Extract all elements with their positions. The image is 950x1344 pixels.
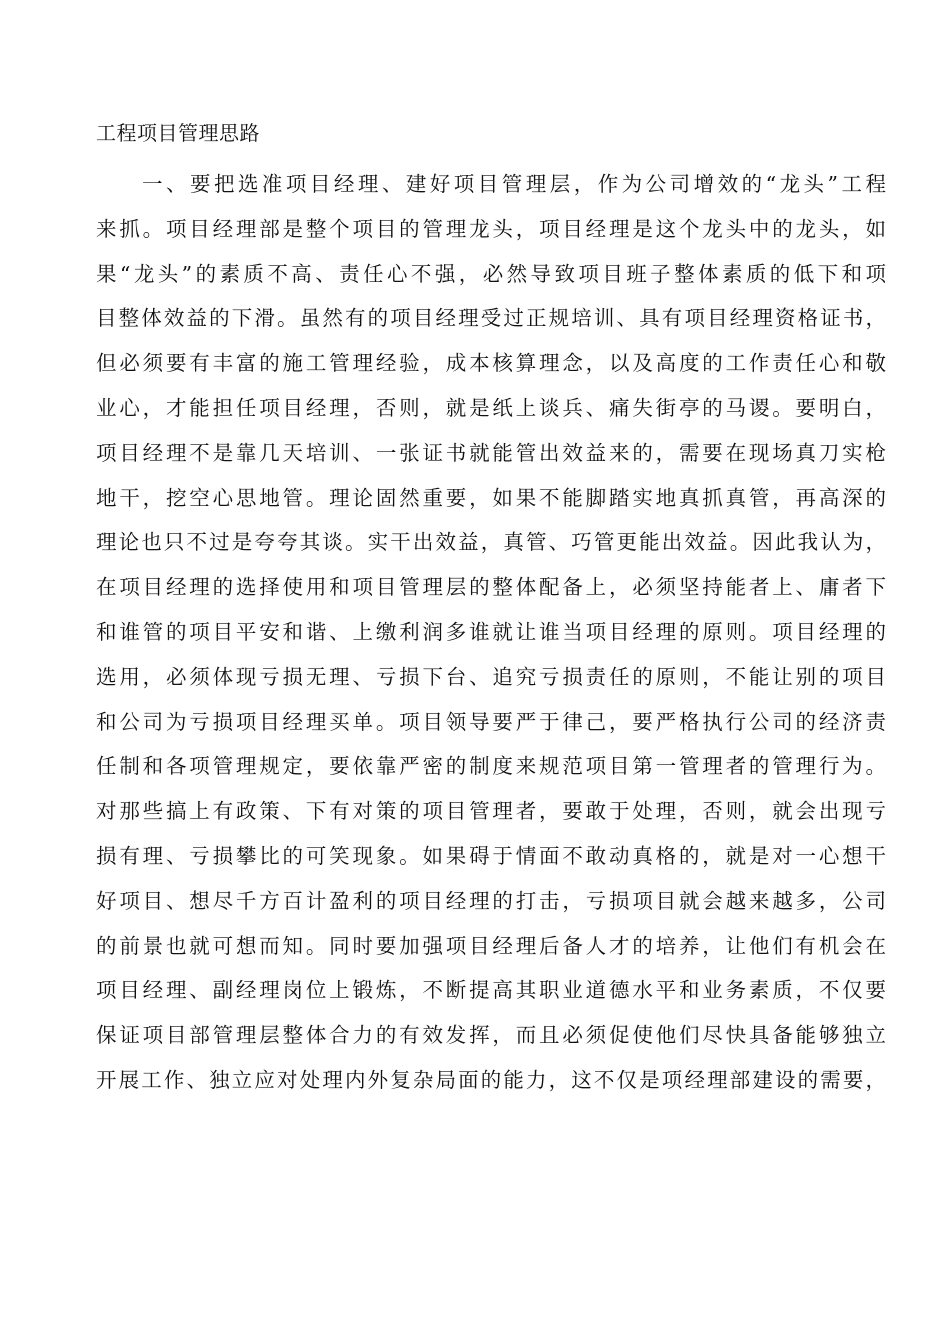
document-body xyxy=(96,162,886,1103)
text-line: 一、要把选准项目经理、建好项目管理层，作为公司增效的“龙头”工程 xyxy=(142,172,886,196)
text-line: 开展工作、独立应对处理内外复杂局面的能力，这不仅是项经理部建设的需要， xyxy=(96,1067,886,1092)
text-line: 项目经理、副经理岗位上锻炼，不断提高其职业道德水平和业务素质，不仅要 xyxy=(96,978,886,1003)
text-line: 但必须要有丰富的施工管理经验，成本核算理念，以及高度的工作责任心和敬 xyxy=(96,351,886,376)
text-line: 在项目经理的选择使用和项目管理层的整体配备上，必须坚持能者上、庸者下 xyxy=(96,575,886,600)
text-line: 地干，挖空心思地管。理论固然重要，如果不能脚踏实地真抓真管，再高深的 xyxy=(96,485,886,510)
text-line: 和谁管的项目平安和谐、上缴利润多谁就让谁当项目经理的原则。项目经理的 xyxy=(96,619,886,644)
text-line: 任制和各项管理规定，要依靠严密的制度来规范项目第一管理者的管理行为。 xyxy=(96,754,886,779)
text-line: 的前景也就可想而知。同时要加强项目经理后备人才的培养，让他们有机会在 xyxy=(96,933,886,958)
text-line: 果“龙头”的素质不高、责任心不强，必然导致项目班子整体素质的低下和项 xyxy=(96,261,886,286)
text-line: 来抓。项目经理部是整个项目的管理龙头，项目经理是这个龙头中的龙头，如 xyxy=(96,216,886,241)
text-line: 理论也只不过是夸夸其谈。实干出效益，真管、巧管更能出效益。因此我认为， xyxy=(96,530,886,555)
text-line: 业心，才能担任项目经理，否则，就是纸上谈兵、痛失街亭的马谡。要明白， xyxy=(96,395,886,420)
text-line: 保证项目部管理层整体合力的有效发挥，而且必须促使他们尽快具备能够独立 xyxy=(96,1023,886,1048)
text-line: 项目经理不是靠几天培训、一张证书就能管出效益来的，需要在现场真刀实枪 xyxy=(96,440,886,465)
text-line: 损有理、亏损攀比的可笑现象。如果碍于情面不敢动真格的，就是对一心想干 xyxy=(96,843,886,868)
text-line: 好项目、想尽千方百计盈利的项目经理的打击，亏损项目就会越来越多，公司 xyxy=(96,888,886,913)
text-line: 和公司为亏损项目经理买单。项目领导要严于律己，要严格执行公司的经济责 xyxy=(96,709,886,734)
document-title: 工程项目管理思路 xyxy=(96,121,260,145)
text-line: 目整体效益的下滑。虽然有的项目经理受过正规培训、具有项目经理资格证书， xyxy=(96,306,886,331)
text-line: 选用，必须体现亏损无理、亏损下台、追究亏损责任的原则，不能让别的项目 xyxy=(96,664,886,689)
text-line: 对那些搞上有政策、下有对策的项目管理者，要敢于处理，否则，就会出现亏 xyxy=(96,799,886,824)
